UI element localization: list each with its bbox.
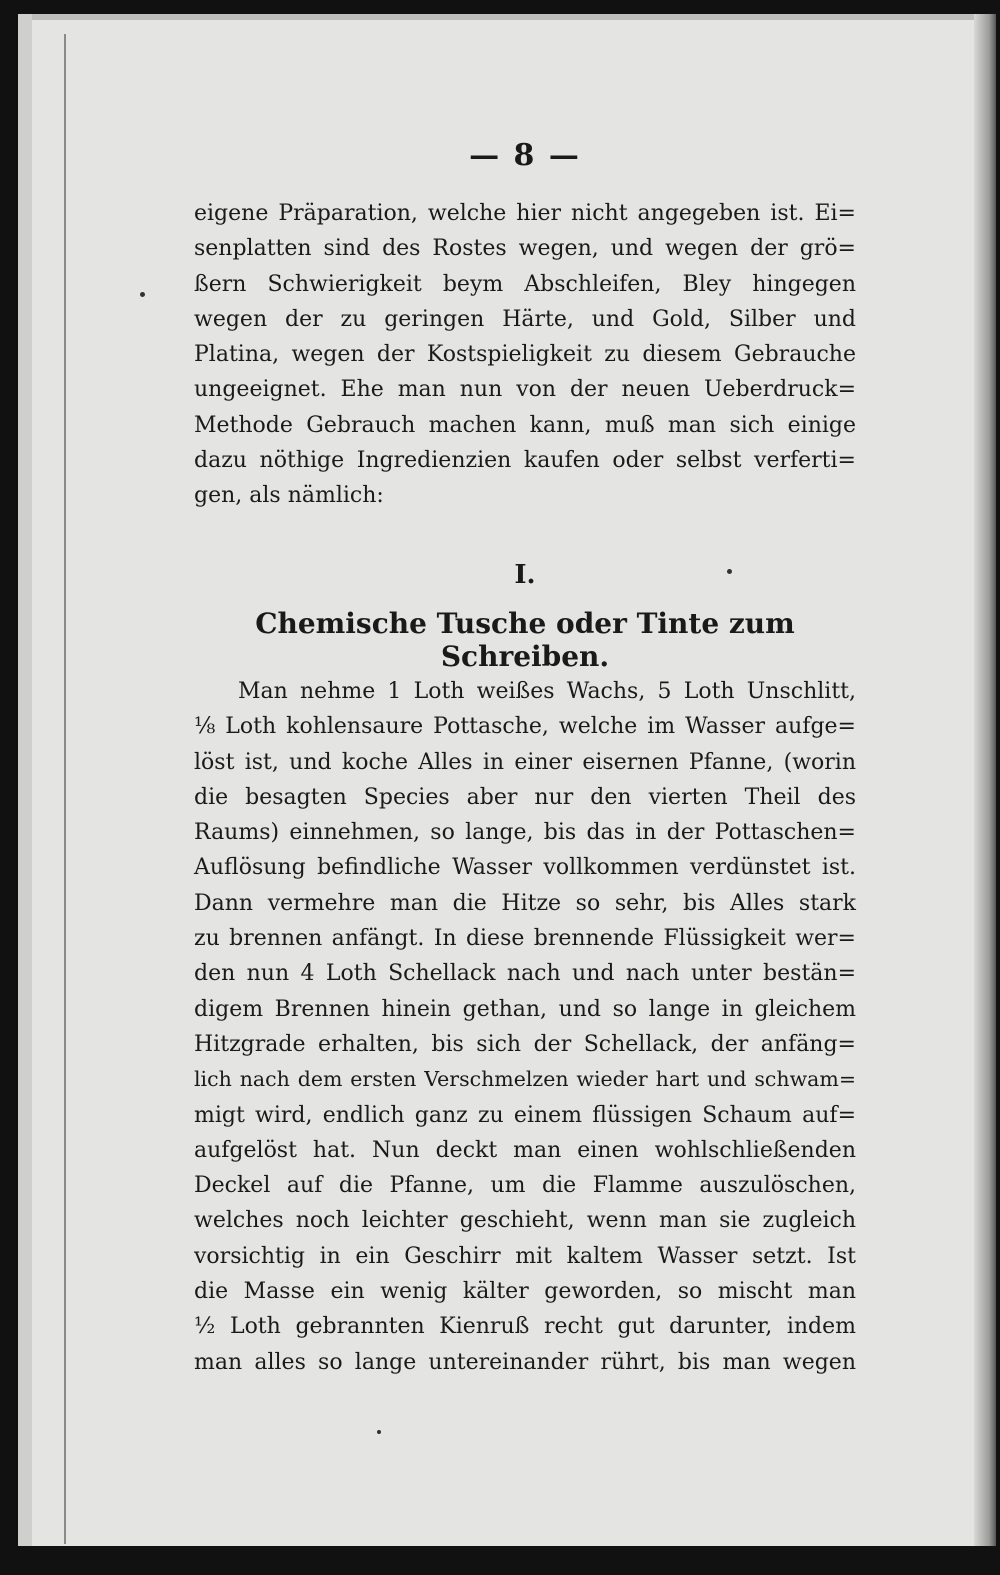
text-line: den nun 4 Loth Schellack nach und nach unter bestän= — [194, 961, 856, 987]
ink-speck — [377, 1430, 381, 1434]
binding-line — [64, 34, 66, 1544]
page-number: — 8 — — [469, 138, 581, 173]
text-line: digem Brennen hinein gethan, und so lange in gleichem — [194, 996, 856, 1022]
text-line: eigene Präparation, welche hier nicht angegeben ist. Ei= — [194, 201, 856, 226]
text-line: migt wird, endlich ganz zu einem flüssigen Schaum auf= — [194, 1102, 856, 1128]
text-line: ⅛ Loth kohlensaure Pottasche, welche im Wasser aufge= — [194, 714, 856, 740]
text-line: vorsichtig in ein Geschirr mit kaltem Wasser setzt. Ist — [194, 1243, 856, 1269]
text-line: ½ Loth gebrannten Kienruß recht gut darunter, indem — [194, 1314, 856, 1340]
text-line: die besagten Species aber nur den vierten Theil des — [194, 784, 856, 810]
text-line: Auflösung befindliche Wasser vollkommen verdünstet ist. — [194, 855, 856, 881]
text-line: gen, als nämlich: — [194, 483, 384, 509]
text-line: die Masse ein wenig kälter geworden, so mischt man — [194, 1279, 856, 1305]
text-line: Deckel auf die Pfanne, um die Flamme auszulöschen, — [194, 1173, 856, 1199]
text-line: ungeeignet. Ehe man nun von der neuen Ueberdruck= — [194, 377, 856, 403]
text-line: dazu nöthige Ingredienzien kaufen oder selbst verferti= — [194, 448, 856, 474]
text-line: Methode Gebrauch machen kann, muß man sich einige — [194, 412, 856, 438]
ink-speck — [727, 569, 732, 574]
text-line: Man nehme 1 Loth weißes Wachs, 5 Loth Unschlitt, — [238, 679, 856, 704]
ink-speck — [140, 292, 145, 297]
text-line: welches noch leichter geschieht, wenn man sie zugleich — [194, 1208, 856, 1234]
text-line: zu brennen anfängt. In diese brennende Flüssigkeit wer= — [194, 926, 856, 952]
text-line: aufgelöst hat. Nun deckt man einen wohlschließenden — [194, 1137, 856, 1163]
paragraph-intro — [194, 196, 856, 514]
text-line: Raums) einnehmen, so lange, bis das in der Pottaschen= — [194, 820, 856, 846]
page-top-edge — [32, 14, 996, 20]
paragraph-recipe — [194, 674, 856, 1380]
text-line: man alles so lange untereinander rührt, bis man wegen — [194, 1349, 856, 1375]
text-line: Hitzgrade erhalten, bis sich der Schellack, der anfäng= — [194, 1031, 856, 1057]
text-line: Dann vermehre man die Hitze so sehr, bis Alles stark — [194, 890, 856, 916]
text-line: ßern Schwierigkeit beym Abschleifen, Bley hingegen — [194, 271, 856, 297]
section-number: I. — [514, 560, 536, 590]
text-line: senplatten sind des Rostes wegen, und wegen der grö= — [194, 236, 856, 262]
section-title: Chemische Tusche oder Tinte zum Schreiben. — [255, 607, 795, 673]
text-line: löst ist, und koche Alles in einer eisernen Pfanne, (worin — [194, 749, 856, 775]
page-right-shadow — [974, 14, 996, 1546]
text-line: Platina, wegen der Kostspieligkeit zu diesem Gebrauche — [194, 342, 856, 368]
text-line: lich nach dem ersten Verschmelzen wieder hart und schwam= — [194, 1067, 856, 1092]
text-line: wegen der zu geringen Härte, und Gold, Silber und — [194, 306, 856, 332]
